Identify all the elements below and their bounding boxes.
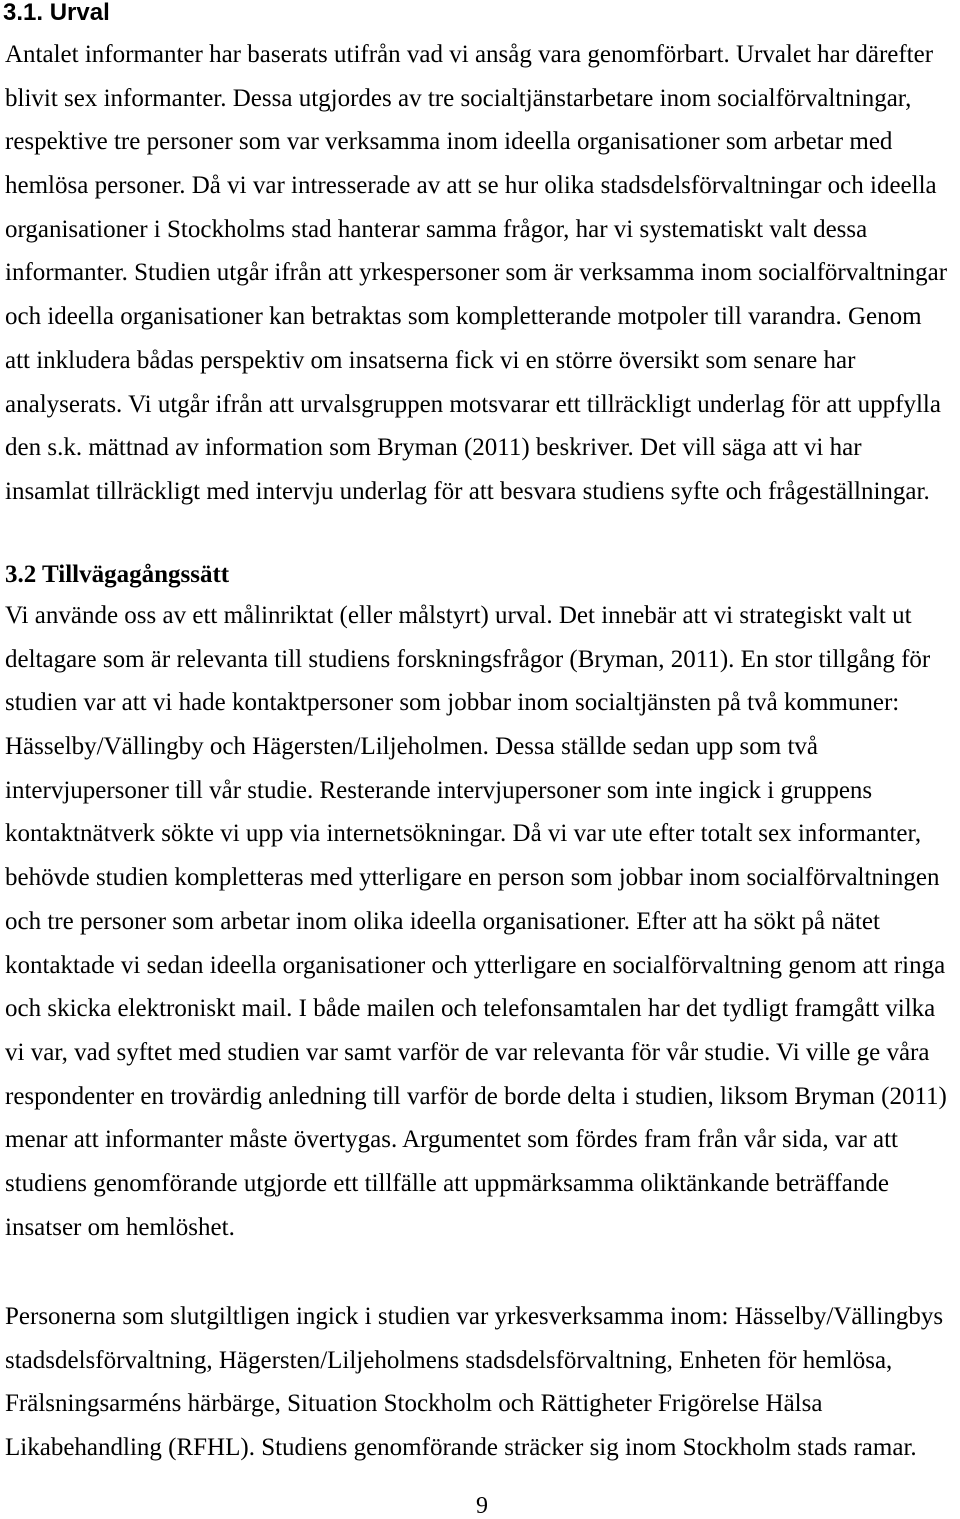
paragraph-line: den s.k. mättnad av information som Bryman (2011) beskriver. Det vill säga att vi har <box>5 434 862 462</box>
paragraph-line: och tre personer som arbetar inom olika ideella organisationer. Efter att ha sökt på nätet <box>5 907 880 935</box>
page-number: 9 <box>476 1493 488 1519</box>
paragraph-line: kontaktnätverk sökte vi upp via internetsökningar. Då vi var ute efter totalt sex informanter, <box>5 820 922 848</box>
paragraph-line: kontaktade vi sedan ideella organisationer och ytterligare en socialförvaltning genom att ringa <box>5 951 946 979</box>
paragraph-line: Hässelby/Vällingby och Hägersten/Liljeholmen. Dessa ställde sedan upp som två <box>5 733 819 761</box>
paragraph <box>5 1295 943 1470</box>
paragraph-line: analyserats. Vi utgår ifrån att urvalsgruppen motsvarar ett tillräckligt underlag för att uppfylla <box>5 390 941 418</box>
paragraph-line: Personerna som slutgiltligen ingick i studien var yrkesverksamma inom: Hässelby/Vällingbys <box>5 1303 944 1330</box>
paragraph-line: stadsdelsförvaltning, Hägersten/Liljeholmens stadsdelsförvaltning, Enheten för hemlösa, <box>5 1346 893 1374</box>
paragraph <box>5 33 947 514</box>
paragraph-line: studien var att vi hade kontaktpersoner som jobbar inom socialtjänsten på två kommuner: <box>5 689 900 717</box>
paragraph-line: och ideella organisationer kan betraktas som kompletterande motpoler till varandra. Genom <box>5 303 922 331</box>
paragraph-line: Vi använde oss av ett målinriktat (eller målstyrt) urval. Det innebär att vi strategiskt valt ut <box>5 602 912 629</box>
paragraph-line: behövde studien kompletteras med ytterligare en person som jobbar inom socialförvaltningen <box>5 864 940 892</box>
paragraph-line: Likabehandling (RFHL). Studiens genomförande sträcker sig inom Stockholm stads ramar. <box>5 1434 917 1462</box>
section-heading-tillvagagangssatt: 3.2 Tillvägagångssätt <box>5 561 230 588</box>
paragraph-line: menar att informanter måste övertygas. Argumentet som fördes fram från vår sida, var att <box>5 1126 898 1154</box>
paragraph-line: hemlösa personer. Då vi var intresserade av att se hur olika stadsdelsförvaltningar och ideella <box>5 172 937 200</box>
paragraph-line: blivit sex informanter. Dessa utgjordes av tre socialtjänstarbetare inom socialförvaltningar, <box>5 84 912 112</box>
paragraph-line: informanter. Studien utgår ifrån att yrkespersoner som är verksamma inom socialförvaltningar <box>5 259 948 287</box>
paragraph-line: insamlat tillräckligt med intervju underlag för att besvara studiens syfte och frågeställningar. <box>5 477 930 505</box>
paragraph-line: insatser om hemlöshet. <box>5 1213 235 1241</box>
paragraph-line: vi var, vad syftet med studien var samt varför de var relevanta för vår studie. Vi ville ge våra <box>5 1038 930 1066</box>
paragraph-line: respektive tre personer som var verksamma inom ideella organisationer som arbetar med <box>5 128 893 156</box>
paragraph-line: Antalet informanter har baserats utifrån vad vi ansåg vara genomförbart. Urvalet har därefter <box>5 41 934 68</box>
paragraph-line: respondenter en trovärdig anledning till varför de borde delta i studien, liksom Bryman (2011) <box>5 1082 947 1110</box>
paragraph-line: deltagare som är relevanta till studiens forskningsfrågor (Bryman, 2011). En stor tillgång för <box>5 645 931 673</box>
paragraph-line: att inkludera bådas perspektiv om insatserna fick vi en större översikt som senare har <box>5 346 856 374</box>
paragraph-line: organisationer i Stockholms stad hanterar samma frågor, har vi systematiskt valt dessa <box>5 215 868 243</box>
paragraph-line: Frälsningsarméns härbärge, Situation Stockholm och Rättigheter Frigörelse Hälsa <box>5 1390 823 1418</box>
section-heading-urval: 3.1. Urval <box>3 0 110 26</box>
paragraph-line: och skicka elektroniskt mail. I både mailen och telefonsamtalen har det tydligt framgått vilka <box>5 995 936 1023</box>
paragraph-line: studiens genomförande utgjorde ett tillfälle att uppmärksamma oliktänkande beträffande <box>5 1169 889 1197</box>
paragraph <box>5 594 947 1249</box>
paragraph-line: intervjupersoner till vår studie. Resterande intervjupersoner som inte ingick i gruppens <box>5 776 873 804</box>
